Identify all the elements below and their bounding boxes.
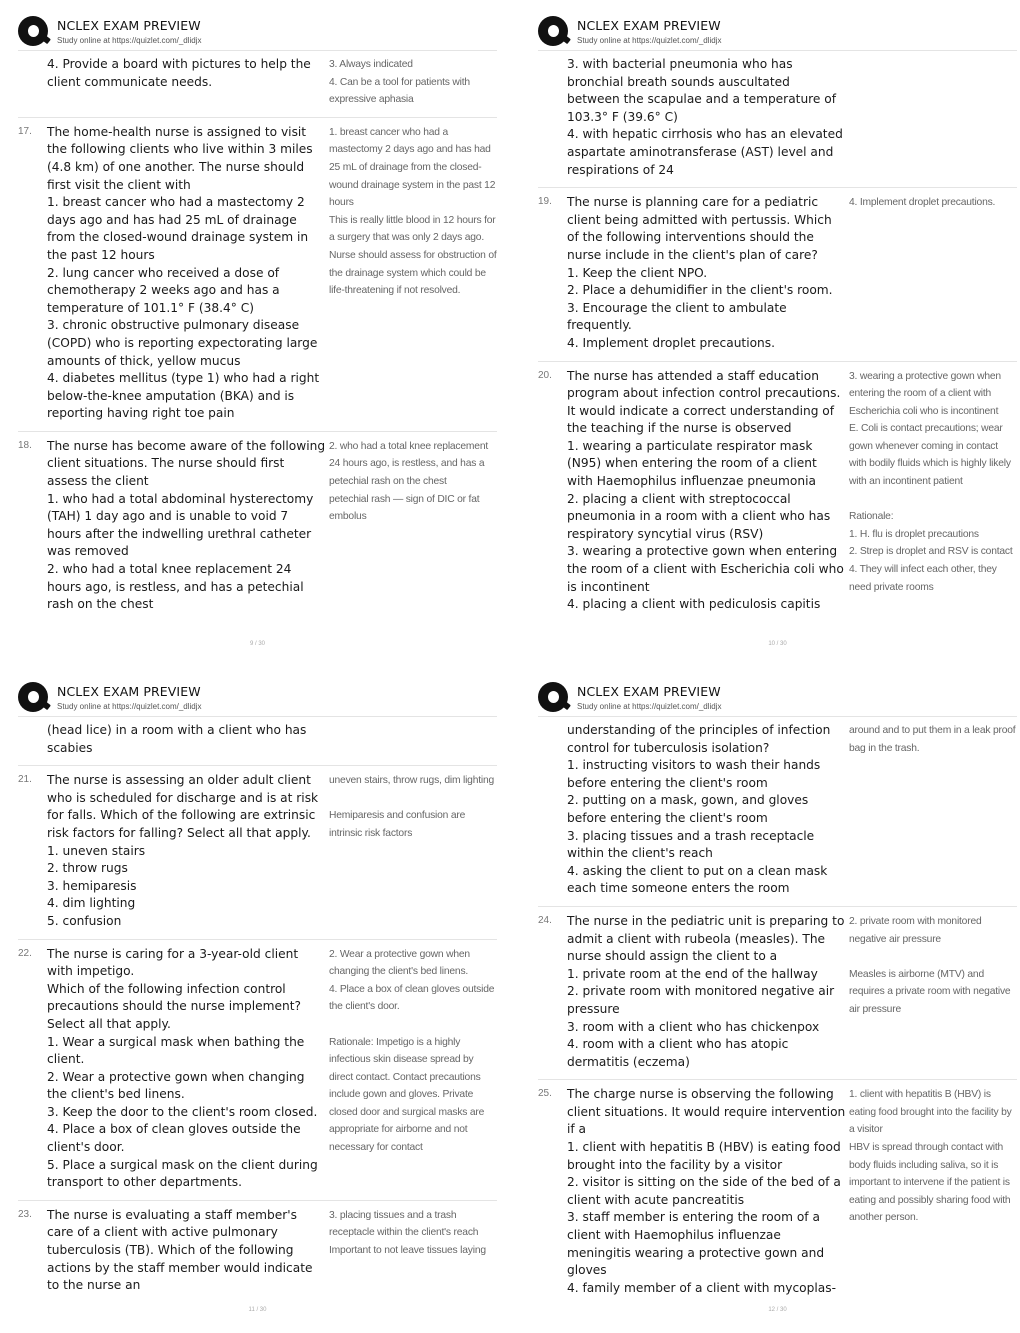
- term-line: 3. chronic obstructive pulmonary disease (COPD) who is reporting expectorating large amounts of thick, yellow mucus: [47, 318, 318, 368]
- term-line: (head lice) in a room with a client who has scabies: [47, 723, 307, 755]
- term-line: 4. Provide a board with pictures to help the client communicate needs.: [47, 57, 311, 89]
- card-number: 25.: [538, 1088, 552, 1100]
- flashcard-row: [18, 432, 497, 622]
- term-line: 2. private room with monitored negative air pressure: [567, 984, 835, 1016]
- term-line: 5. confusion: [47, 913, 122, 928]
- card-number: 17.: [18, 125, 32, 137]
- term-line: 4. Implement droplet precautions.: [567, 335, 775, 350]
- term-line: 3. room with a client who has chickenpox: [567, 1019, 820, 1034]
- card-term: [567, 56, 849, 179]
- term-line: 2. putting on a mask, gown, and gloves before entering the client's room: [567, 793, 809, 825]
- definition-line: uneven stairs, throw rugs, dim lighting: [329, 775, 495, 787]
- header-subtitle-link[interactable]: Study online at https://quizlet.com/_dlidjx: [57, 702, 202, 711]
- term-line: 3. with bacterial pneumonia who has bronchial breath sounds auscultated between the scapulae and a temperature of 103.3° F (39.6° C): [567, 57, 837, 124]
- card-definition: [849, 194, 1017, 352]
- card-term: [47, 438, 329, 614]
- flashcard-row: [538, 362, 1017, 622]
- card-term: [47, 56, 329, 109]
- definition-line: 1. client with hepatitis B (HBV) is eating food brought into the facility by a visitor: [849, 1089, 1012, 1136]
- term-line: 2. Wear a protective gown when changing the client's bed linens.: [47, 1069, 305, 1102]
- definition-line: Measles is airborne (MTV) and requires a private room with negative air pressure: [849, 968, 1011, 1015]
- card-term: [47, 1207, 329, 1295]
- header-title: NCLEX EXAM PREVIEW: [577, 18, 721, 33]
- term-line: 3. hemiparesis: [47, 878, 137, 893]
- card-definition: [849, 1086, 1017, 1297]
- card-term: [567, 722, 849, 898]
- definition-spacer: [849, 948, 1017, 966]
- term-line: 4. asking the client to put on a clean mask each time someone enters the room: [567, 863, 828, 896]
- definition-line: 4. Implement droplet precautions.: [849, 197, 996, 209]
- definition-spacer: [849, 491, 1017, 509]
- flashcard-list: [530, 51, 1020, 622]
- card-definition: [849, 56, 1017, 179]
- definition-line: 4. They will infect each other, they need private rooms: [849, 564, 997, 593]
- card-term: [47, 722, 329, 757]
- card-number: 19.: [538, 196, 552, 208]
- page-11: [10, 678, 505, 1333]
- card-number: [18, 56, 47, 109]
- header-title: NCLEX EXAM PREVIEW: [57, 18, 201, 33]
- flashcard-row: [18, 1201, 497, 1303]
- definition-line: petechial rash — sign of DIC or fat embolus: [329, 493, 480, 523]
- definition-line: 2. private room with monitored negative air pressure: [849, 915, 982, 945]
- definition-spacer: [329, 790, 497, 808]
- term-line: 4. Place a box of clean gloves outside the client's door.: [47, 1122, 301, 1155]
- card-definition: [849, 368, 1017, 614]
- flashcard-row: [538, 907, 1017, 1080]
- term-line: 1. client with hepatitis B (HBV) is eating food brought into the facility by a visitor: [567, 1140, 841, 1172]
- page-header: [18, 12, 497, 51]
- page-header: [538, 678, 1017, 717]
- term-line: The nurse in the pediatric unit is preparing to admit a client with rubeola (measles). The nurse should assign the client to a: [567, 913, 845, 964]
- header-subtitle-link[interactable]: Study online at https://quizlet.com/_dlidjx: [577, 36, 722, 45]
- card-number: 23.: [18, 1208, 32, 1220]
- term-line: 3. placing tissues and a trash receptacle within the client's reach: [567, 828, 815, 861]
- definition-line: 3. Always indicated: [329, 59, 413, 70]
- card-number: [18, 722, 47, 757]
- card-number: 18.: [18, 439, 32, 451]
- flashcard-list: [10, 717, 505, 1303]
- definition-line: 2. Wear a protective gown when changing the client's bed linens.: [329, 948, 470, 978]
- term-line: 1. breast cancer who had a mastectomy 2 days ago and has had 25 mL of drainage from the closed-wound drainage system in the past 12 hours: [47, 195, 309, 262]
- card-term: [47, 946, 329, 1192]
- page-header: [538, 12, 1017, 51]
- term-line: The nurse is evaluating a staff member's care of a client with active pulmonary tuberculosis (TB). Which of the following actions by the staff member would indicate to the nurse an: [47, 1207, 313, 1293]
- term-line: 1. private room at the end of the hallway: [567, 966, 818, 981]
- term-line: 2. lung cancer who received a dose of chemotherapy 2 weeks ago and has a temperature of 101.1° F (38.4° C): [47, 265, 280, 315]
- flashcard-row: [538, 53, 1017, 188]
- term-line: 1. uneven stairs: [47, 843, 146, 858]
- term-line: 4. room with a client who has atopic dermatitis (eczema): [567, 1037, 789, 1069]
- definition-line: 1. H. flu is droplet precautions: [849, 528, 979, 540]
- header-title: NCLEX EXAM PREVIEW: [57, 684, 201, 699]
- term-line: 1. wearing a particulate respirator mask (N95) when entering the room of a client with Haemophilus influenzae pneumonia: [567, 438, 817, 489]
- term-line: 1. Keep the client NPO.: [567, 265, 708, 280]
- flashcard-row: [538, 188, 1017, 361]
- term-line: Which of the following infection control precautions should the nurse implement? Select all that apply.: [47, 981, 301, 1031]
- definition-line: This is really little blood in 12 hours for a surgery that was only 2 days ago. Nurse should assess for obstruction of the drainage system which could be life-threatening if not resolved.: [329, 214, 497, 297]
- definition-line: 4. Place a box of clean gloves outside the client's door.: [329, 983, 495, 1013]
- definition-line: 3. placing tissues and a trash receptacle within the client's reach: [329, 1209, 479, 1239]
- term-line: 1. instructing visitors to wash their hands before entering the client's room: [567, 758, 821, 790]
- page-header: [18, 678, 497, 717]
- flashcard-row: [18, 940, 497, 1201]
- card-number: [538, 56, 567, 179]
- card-definition: [329, 946, 497, 1192]
- term-line: The nurse has attended a staff education program about infection control precautions. It would indicate a correct understanding of the teaching if the nurse is observed: [567, 368, 841, 436]
- card-definition: [329, 1207, 497, 1295]
- flashcard-list: [530, 717, 1020, 1305]
- card-term: [567, 368, 849, 614]
- definition-line: 1. breast cancer who had a mastectomy 2 days ago and has had 25 mL of drainage from the closed-wound drainage system in the past 12 hours: [329, 126, 496, 209]
- definition-line: 2. Strep is droplet and RSV is contact: [849, 546, 1013, 558]
- term-line: 2. who had a total knee replacement 24 hours ago, is restless, and has a petechial rash on the chest: [47, 562, 304, 612]
- definition-line: 3. wearing a protective gown when entering the room of a client with Escherichia coli who is incontinent: [849, 370, 1001, 417]
- flashcard-row: [18, 118, 497, 432]
- definition-line: E. Coli is contact precautions; wear gown whenever coming in contact with bodily fluids which is highly likely with an incontinent patient: [849, 423, 1011, 488]
- card-term: [567, 194, 849, 352]
- term-line: 3. staff member is entering the room of a client with Haemophilus influenzae meningitis wearing a protective gown and gloves: [567, 1210, 825, 1278]
- term-line: 1. Wear a surgical mask when bathing the client.: [47, 1034, 305, 1067]
- page-number: 10 / 30: [768, 641, 787, 647]
- term-line: 3. Encourage the client to ambulate frequently.: [567, 300, 787, 333]
- card-definition: [849, 913, 1017, 1071]
- page-12: [530, 678, 1020, 1333]
- page-number: 12 / 30: [768, 1307, 787, 1313]
- card-number: 20.: [538, 369, 552, 381]
- flashcard-row: [18, 53, 497, 118]
- flashcard-row: [538, 1080, 1017, 1305]
- card-number: [538, 722, 567, 898]
- term-line: 4. family member of a client with mycoplas-: [567, 1280, 836, 1295]
- flashcard-row: [18, 719, 497, 766]
- header-subtitle-link[interactable]: Study online at https://quizlet.com/_dlidjx: [577, 702, 722, 711]
- definition-line: 2. who had a total knee replacement 24 hours ago, is restless, and has a petechial rash on the chest: [329, 440, 489, 488]
- card-definition: [329, 56, 497, 109]
- term-line: 3. Keep the door to the client's room closed.: [47, 1104, 318, 1119]
- card-definition: [849, 722, 1017, 898]
- card-term: [567, 913, 849, 1071]
- card-term: [567, 1086, 849, 1297]
- term-line: 4. dim lighting: [47, 896, 136, 911]
- card-number: 21.: [18, 774, 32, 786]
- definition-line: Rationale: Impetigo is a highly infectious skin disease spread by direct contact. Contact precautions include gown and gloves. Private closed door and surgical masks are appropriate for airborne and not necessary for contact: [329, 1036, 485, 1154]
- term-line: The home-health nurse is assigned to visit the following clients who live within 3 miles (4.8 km) of one another. The nurse should first visit the client with: [47, 124, 313, 192]
- header-title: NCLEX EXAM PREVIEW: [577, 684, 721, 699]
- term-line: 3. wearing a protective gown when entering the room of a client with Escherichia coli who is incontinent: [567, 544, 844, 594]
- card-definition: [329, 772, 497, 930]
- term-line: The nurse is caring for a 3-year-old client with impetigo.: [47, 946, 299, 979]
- page-number: 9 / 30: [249, 641, 265, 647]
- flashcard-row: [18, 766, 497, 939]
- term-line: 1. who had a total abdominal hysterectomy (TAH) 1 day ago and is unable to void 7 hours after the indwelling urethral catheter was removed: [47, 491, 314, 559]
- term-line: The charge nurse is observing the following client situations. It would require intervention if a: [567, 1087, 846, 1137]
- page-10: [530, 12, 1020, 667]
- term-line: 2. visitor is sitting on the side of the bed of a client with acute pancreatitis: [567, 1175, 841, 1207]
- header-subtitle-link[interactable]: Study online at https://quizlet.com/_dlidjx: [57, 36, 202, 45]
- definition-line: 4. Can be a tool for patients with expressive aphasia: [329, 76, 470, 106]
- card-term: [47, 772, 329, 930]
- flashcard-row: [538, 719, 1017, 907]
- card-definition: [329, 124, 497, 423]
- definition-line: around and to put them in a leak proof bag in the trash.: [849, 725, 1016, 754]
- term-line: The nurse is assessing an older adult client who is scheduled for discharge and is at risk for falls. Which of the following are extrinsic risk factors for falling? Select all that apply.: [47, 773, 319, 840]
- term-line: The nurse has become aware of the following client situations. The nurse should first assess the client: [47, 438, 326, 489]
- page-9: [10, 12, 505, 667]
- term-line: understanding of the principles of infection control for tuberculosis isolation?: [567, 723, 831, 755]
- card-term: [47, 124, 329, 423]
- definition-line: Rationale:: [849, 511, 894, 523]
- term-line: 5. Place a surgical mask on the client during transport to other departments.: [47, 1157, 318, 1190]
- term-line: 2. throw rugs: [47, 861, 128, 876]
- card-definition: [329, 722, 497, 757]
- term-line: 4. diabetes mellitus (type 1) who had a right below-the-knee amputation (BKA) and is reporting having right toe pain: [47, 371, 320, 421]
- flashcard-list: [10, 51, 505, 622]
- term-line: 4. with hepatic cirrhosis who has an elevated aspartate aminotransferase (AST) level and respirations of 24: [567, 127, 843, 177]
- card-definition: [329, 438, 497, 614]
- term-line: 2. Place a dehumidifier in the client's room.: [567, 283, 833, 298]
- card-number: 24.: [538, 914, 552, 926]
- card-number: 22.: [18, 947, 32, 959]
- definition-line: HBV is spread through contact with body fluids including saliva, so it is important to intervene if the patient is eating and possibly sharing food with another person.: [849, 1142, 1011, 1224]
- term-line: 2. placing a client with streptococcal pneumonia in a room with a client who has respiratory syncytial virus (RSV): [567, 491, 831, 541]
- definition-line: Hemiparesis and confusion are intrinsic risk factors: [329, 810, 466, 839]
- term-line: 4. placing a client with pediculosis capitis: [567, 597, 821, 612]
- definition-line: Important to not leave tissues laying: [329, 1245, 486, 1257]
- term-line: The nurse is planning care for a pediatric client being admitted with pertussis. Which of the following interventions should the nurse include in the client's plan of care?: [567, 195, 832, 262]
- definition-spacer: [329, 1016, 497, 1034]
- page-number: 11 / 30: [248, 1307, 267, 1313]
